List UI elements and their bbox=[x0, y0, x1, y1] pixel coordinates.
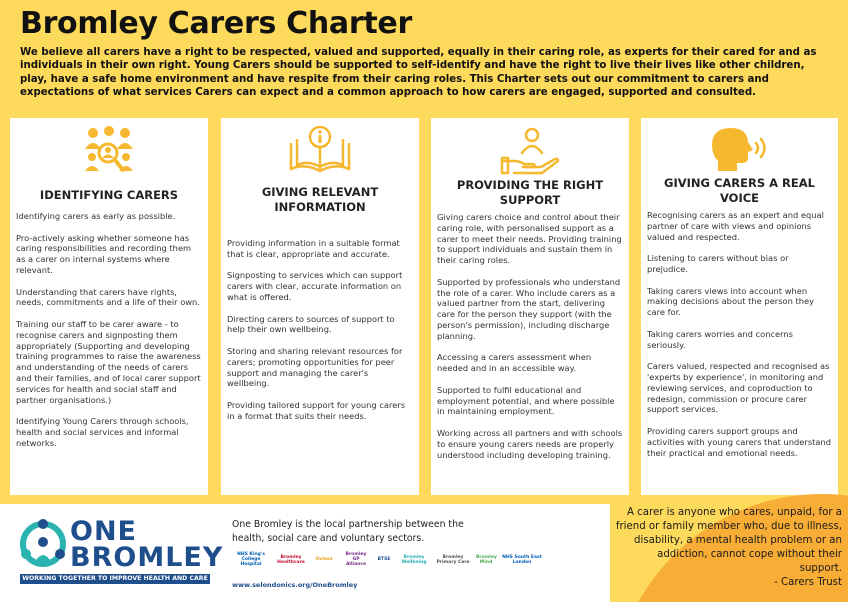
partner-logo: Bromley Healthcare bbox=[277, 554, 305, 565]
card-identifying-carers bbox=[10, 118, 208, 495]
partner-logo: Bromley Mind bbox=[476, 554, 497, 565]
card-paragraph: Supported to fulfil educational and employment potential, and where possible in maintaining employment. bbox=[437, 384, 615, 417]
card-paragraph: Directing carers to sources of support to help their own wellbeing. bbox=[227, 313, 395, 335]
card-paragraph: Pro-actively asking whether someone has caring responsibilities and recording them as a carer on internal systems where relevant. bbox=[16, 232, 192, 275]
card-paragraph: Taking carers views into account when making decisions about the person they care for. bbox=[647, 285, 815, 318]
partner-logos bbox=[232, 552, 542, 567]
page-title: Bromley Carers Charter bbox=[20, 6, 412, 41]
people-circle-icon bbox=[20, 518, 66, 570]
card-paragraph: Providing information in a suitable format that is clear, appropriate and accurate. bbox=[227, 238, 400, 259]
card-paragraph: Training our staff to be carer aware - to recognise carers and signposting them appropriately (Supporting and developing training programmes to raise the awareness and understanding of the needs of carers and their families, and of local carer support services for health and social staff and partner organisations.) bbox=[16, 318, 201, 405]
info-book-icon bbox=[221, 124, 419, 176]
card-paragraph: Storing and sharing relevant resources for carers; promoting opportunities for peer support and managing the carer's wellbeing. bbox=[227, 345, 403, 389]
card-providing-right-support bbox=[431, 118, 629, 495]
partner-logo: BTSE bbox=[377, 557, 391, 562]
card-giving-relevant-information bbox=[221, 118, 419, 495]
partner-logo: Bromley GP Alliance bbox=[345, 552, 367, 567]
footer bbox=[0, 504, 610, 602]
hand-person-icon bbox=[431, 124, 629, 176]
intro-paragraph: We believe all carers have a right to be respected, valued and supported, equally in their caring role, as experts for their cared for and as individuals in their own right. Young Carers should be supported to self-identify and have the right to live their lives like other children, play, have a safe home environment and have respite from their caring roles. This Charter sets out our commitment to carers and expectations of what services Carers can expect and a common approach to how carers are engaged, supported and consulted. bbox=[20, 47, 817, 98]
logo-text-one: ONE bbox=[70, 516, 137, 547]
card-paragraph: Signposting to services which can support carers with clear, accurate information on what is offered. bbox=[227, 270, 403, 302]
card-paragraph: Accessing a carers assessment when needed and in an accessible way. bbox=[437, 352, 592, 374]
card-heading: PROVIDING THE RIGHT SUPPORT bbox=[456, 178, 604, 207]
card-paragraph: Understanding that carers have rights, needs, commitments and a life of their own. bbox=[16, 286, 200, 308]
partner-logo: NHS South East London bbox=[502, 554, 542, 565]
card-paragraph: Identifying carers as early as possible. bbox=[16, 211, 176, 221]
partner-logo: Bromley Primary Care bbox=[436, 554, 470, 565]
card-paragraph: Carers valued, respected and recognised as 'experts by experience', in monitoring and reviewing services, and coproduction to redesign, commission or procure carer support services. bbox=[647, 361, 830, 415]
partner-logo: Bromley Wellbeing bbox=[401, 554, 427, 565]
card-giving-carers-real-voice bbox=[641, 118, 838, 495]
people-search-icon bbox=[10, 124, 208, 176]
card-heading: IDENTIFYING CARERS bbox=[39, 188, 179, 202]
card-paragraph: Listening to carers without bias or prejudice. bbox=[647, 253, 789, 274]
card-paragraph: Working across all partners and with schools to ensure young carers needs are properly understood including developing training. bbox=[437, 427, 623, 460]
card-paragraph: Recognising carers as an expert and equal partner of care with views and opinions valued and respected. bbox=[647, 210, 824, 242]
card-paragraph: Giving carers choice and control about their caring role, with personalised support as a carer to meet their needs. Providing training to support individuals and sustain them in their caring roles. bbox=[437, 212, 622, 266]
card-paragraph: Taking carers worries and concerns seriously. bbox=[647, 328, 793, 350]
quote-attribution: - Carers Trust bbox=[774, 577, 842, 588]
card-heading: GIVING RELEVANT INFORMATION bbox=[261, 185, 379, 214]
speaking-head-icon bbox=[641, 124, 838, 176]
logo-tagline: WORKING TOGETHER TO IMPROVE HEALTH AND CARE bbox=[20, 574, 210, 584]
website-link[interactable]: www.selondonics.org/OneBromley bbox=[232, 581, 358, 589]
logo-text-bromley: BROMLEY bbox=[70, 542, 224, 573]
quote-text: A carer is anyone who cares, unpaid, for a friend or family member who, due to illness, disability, a mental health problem or an addiction, cannot cope without their support. bbox=[615, 507, 842, 574]
partnership-text: One Bromley is the local partnership between the health, social care and voluntary sectors. bbox=[232, 519, 464, 544]
carer-definition-quote bbox=[614, 506, 842, 590]
partner-logo: NHS King's College Hospital bbox=[237, 552, 265, 567]
card-paragraph: Providing carers support groups and activities with young carers that understand their practical and emotional needs. bbox=[647, 425, 832, 458]
card-heading: GIVING CARERS A REAL VOICE bbox=[664, 176, 815, 205]
card-paragraph: Providing tailored support for young carers in a format that suits their needs. bbox=[227, 399, 406, 421]
one-bromley-logo bbox=[20, 516, 224, 586]
partner-logo: Oxleas bbox=[315, 557, 333, 562]
card-paragraph: Supported by professionals who understand the role of a carer. Who include carers as a valued partner from the start, delivering care for the person they support (with the person's permission), including discharge planning. bbox=[437, 276, 621, 341]
card-paragraph: Identifying Young Carers through schools, health and social services and informal networks. bbox=[16, 416, 189, 448]
